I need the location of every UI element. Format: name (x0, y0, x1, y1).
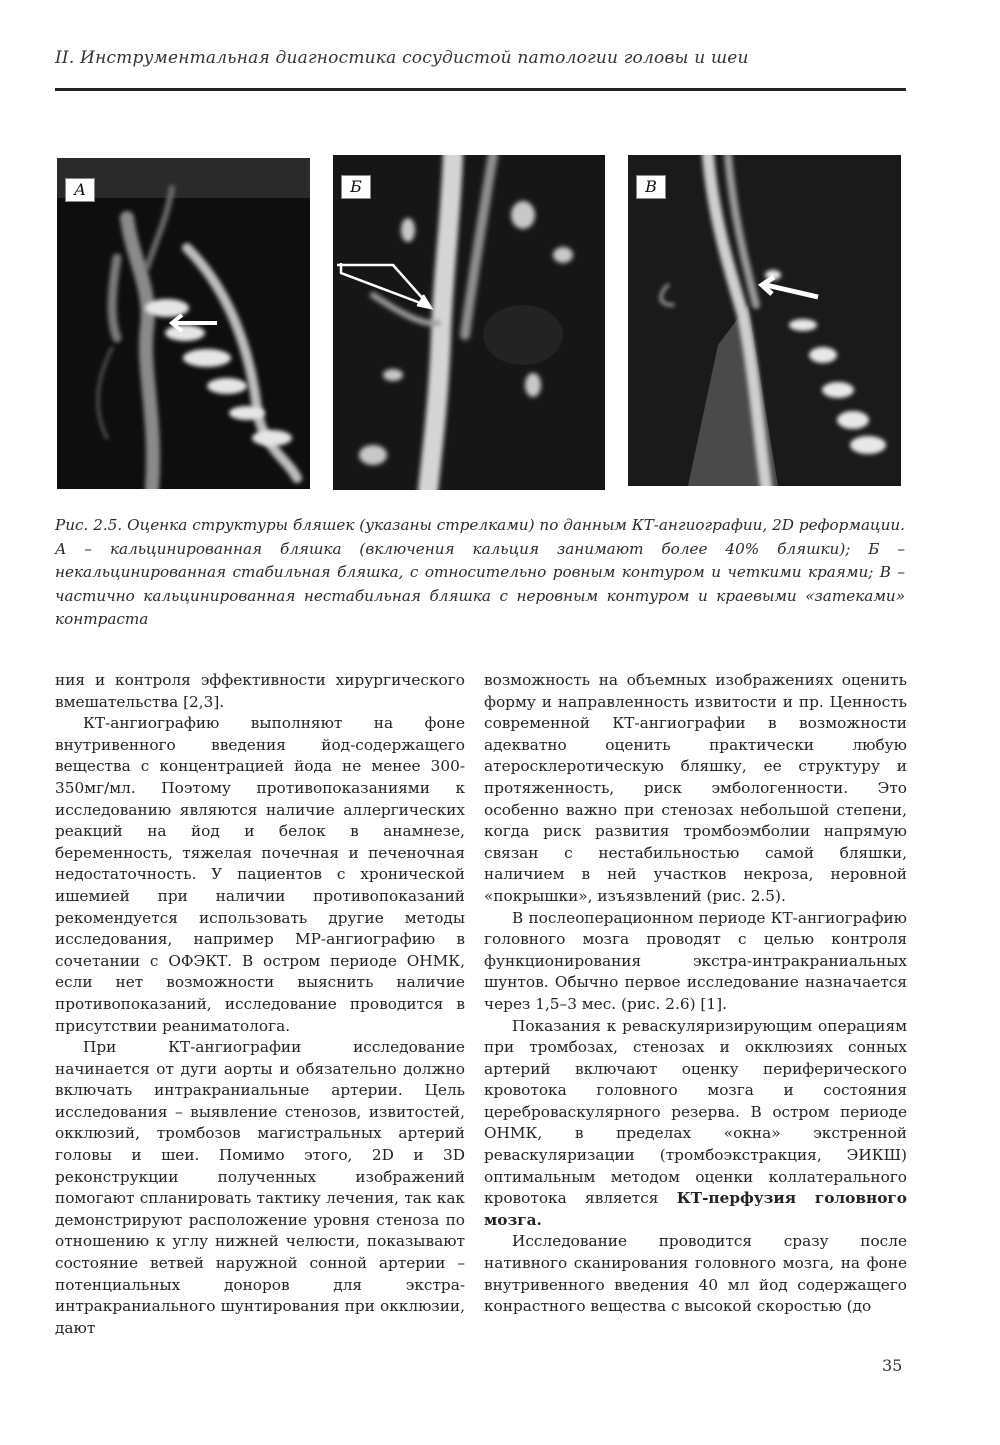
panel-label-c: В (636, 175, 666, 199)
ct-angiography-image-a (57, 158, 310, 489)
paragraph (484, 1016, 907, 1232)
ct-angiography-image-c (628, 155, 901, 486)
figure-panel-b (333, 155, 605, 490)
left-column (55, 670, 465, 1339)
figure-panel-c (628, 155, 901, 486)
panel-label-b: Б (341, 175, 371, 199)
paragraph: возможность на объемных изображениях оценить форму и направленность извитости и пр. Ценность современной КТ-ангиографии в возможности адекватно оценить практически любую атеросклеротическую бляшку, ее структуру и протяженность, риск эмбологенности. Это особенно важно при стенозах небольшой степени, когда риск развития тромбоэмболии напрямую связан с нестабильностью самой бляшки, наличием в ней участков некроза, неровной «покрышки», изъязвлений (рис. 2.5). (484, 671, 907, 905)
page-number: 35 (882, 1356, 903, 1375)
header-rule (55, 88, 906, 91)
figure-panel-a (57, 158, 310, 489)
ct-angiography-image-b (333, 155, 605, 490)
right-column (484, 670, 907, 1318)
paragraph: КТ-ангиографию выполняют на фоне внутривенного введения йод-содержащего вещества с концентрацией йода не менее 300-350мг/мл. Поэтому противопоказаниями к исследованию являются наличие аллергических реакций на йод и белок в анамнезе, беременность, тяжелая почечная и печеночная недостаточность. У пациентов с хронической ишемией при наличии противопоказаний рекомендуется использовать другие методы исследования, например МР-ангиографию в сочетании с ОФЭКТ. В остром периоде ОНМК, если нет возможности выяснить наличие противопоказаний, исследование проводится в присутствии реаниматолога. (55, 714, 465, 1035)
figure-caption: Рис. 2.5. Оценка структуры бляшек (указаны стрелками) по данным КТ-ангиографии, 2D реформации. А – кальцинированная бляшка (включения кальция занимают более 40% бляшки); Б – некальцинированная стабильная бляшка, с относительно ровным контуром и четкими краями; В – частично кальцинированная нестабильная бляшка с неровным контуром и краевыми «затеками» контраста (55, 516, 905, 628)
paragraph: ния и контроля эффективности хирургического вмешательства [2,3]. (55, 671, 465, 711)
paragraph-text: Показания к реваскуляризирующим операциям при тромбозах, стенозах и окклюзиях сонных артерий включают оценку периферического кровотока головного мозга и состояния цереброваскулярного резерва. В остром периоде ОНМК, в пределах «окна» экстренной реваскуляризации (тромбоэкстракция, ЭИКШ) оптимальным методом оценки коллатерального кровотока является (484, 1016, 907, 1208)
paragraph: Исследование проводится сразу после нативного сканирования головного мозга, на фоне внутривенного введения 40 мл йод содержащего конрастного вещества с высокой скоростью (до (484, 1232, 907, 1316)
bold-term: КТ-перфузия головного мозга. (484, 1189, 907, 1229)
paragraph: В послеоперационном периоде КТ-ангиографию головного мозга проводят с целью контроля функционирования экстра-интракраниальных шунтов. Обычно первое исследование назначается через 1,5–3 мес. (рис. 2.6) [1]. (484, 908, 907, 1013)
panel-label-a: А (65, 178, 95, 202)
running-header: II. Инструментальная диагностика сосудистой патологии головы и шеи (55, 48, 749, 68)
paragraph: При КТ-ангиографии исследование начинается от дуги аорты и обязательно должно включать интракраниальные артерии. Цель исследования – выявление стенозов, извитостей, окклюзий, тромбозов магистральных артерий головы и шеи. Помимо этого, 2D и 3D реконструкции полученных изображений помогают спланировать тактику лечения, так как демонстрируют расположение уровня стеноза по отношению к углу нижней челюсти, показывают состояние ветвей наружной сонной артерии – потенциальных доноров для экстра-интракраниального шунтирования при окклюзии, дают (55, 1038, 465, 1337)
